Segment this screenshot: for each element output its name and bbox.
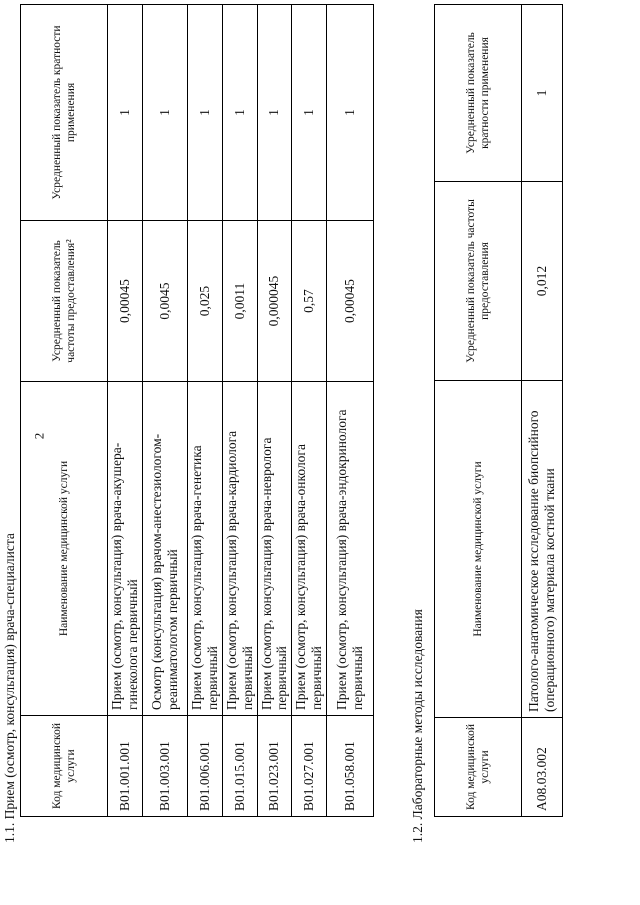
header-code: Код медицинской услуги [21,716,108,817]
table-row [108,5,143,817]
cell-code: B01.023.001 [257,716,292,817]
labs-subtitle: 1.2. Лабораторные методы исследования [410,609,425,843]
cell-freq: 0,57 [292,221,327,382]
cell-mult: 1 [222,5,257,221]
cell-mult: 1 [142,5,187,221]
cell-code: B01.027.001 [292,716,327,817]
header-code: Код медицинской услуги [435,718,522,817]
consults-subtitle: 1.1. Прием (осмотр, консультация) врача-специалиста [2,533,17,843]
cell-name: Патолого-анатомическое исследование биопсийного (операционного) материала костной ткани [522,381,563,718]
cell-mult: 1 [187,5,222,221]
cell-code: A08.03.002 [522,718,563,817]
cell-code: B01.001.001 [108,716,143,817]
cell-code: B01.058.001 [327,716,374,817]
cell-freq: 0,000045 [257,221,292,382]
header-name: Наименование медицинской услуги [435,381,522,718]
cell-code: B01.015.001 [222,716,257,817]
cell-freq: 0,012 [522,182,563,381]
table-row [142,5,187,817]
cell-freq: 0,00045 [108,221,143,382]
cell-code: B01.006.001 [187,716,222,817]
cell-name: Прием (осмотр, консультация) врача-невролога первичный [257,382,292,716]
table-row [187,5,222,817]
cell-mult: 1 [257,5,292,221]
header-freq: Усредненный показатель частоты предоставления [435,182,522,381]
cell-name: Прием (осмотр, консультация) врача-генетика первичный [187,382,222,716]
cell-mult: 1 [327,5,374,221]
section-title [0,404,1,843]
cell-mult: 1 [108,5,143,221]
table-header-row [435,5,522,817]
cell-freq: 0,0011 [222,221,257,382]
cell-freq: 0,0045 [142,221,187,382]
labs-table [434,4,563,817]
header-mult: Усредненный показатель кратности применения [21,5,108,221]
table-header-row [21,5,108,817]
cell-freq: 0,025 [187,221,222,382]
cell-mult: 1 [292,5,327,221]
table-row [522,5,563,817]
cell-name: Прием (осмотр, консультация) врача-кардиолога первичный [222,382,257,716]
header-mult: Усредненный показатель кратности применения [435,5,522,182]
header-freq: Усредненный показатель частоты предоставления² [21,221,108,382]
cell-freq: 0,00045 [327,221,374,382]
table-row [257,5,292,817]
cell-name: Прием (осмотр, консультация) врача-акушера-гинеколога первичный [108,382,143,716]
table-row [222,5,257,817]
page-number: 2 [31,432,47,440]
table-row [327,5,374,817]
cell-code: B01.003.001 [142,716,187,817]
header-name: Наименование медицинской услуги [21,382,108,716]
cell-mult: 1 [522,5,563,182]
cell-name: Прием (осмотр, консультация) врача-эндокринолога первичный [327,382,374,716]
cell-name: Осмотр (консультация) врачом-анестезиологом-реаниматологом первичный [142,382,187,716]
cell-name: Прием (осмотр, консультация) врача-онколога первичный [292,382,327,716]
table-row [292,5,327,817]
consults-table [20,4,374,817]
